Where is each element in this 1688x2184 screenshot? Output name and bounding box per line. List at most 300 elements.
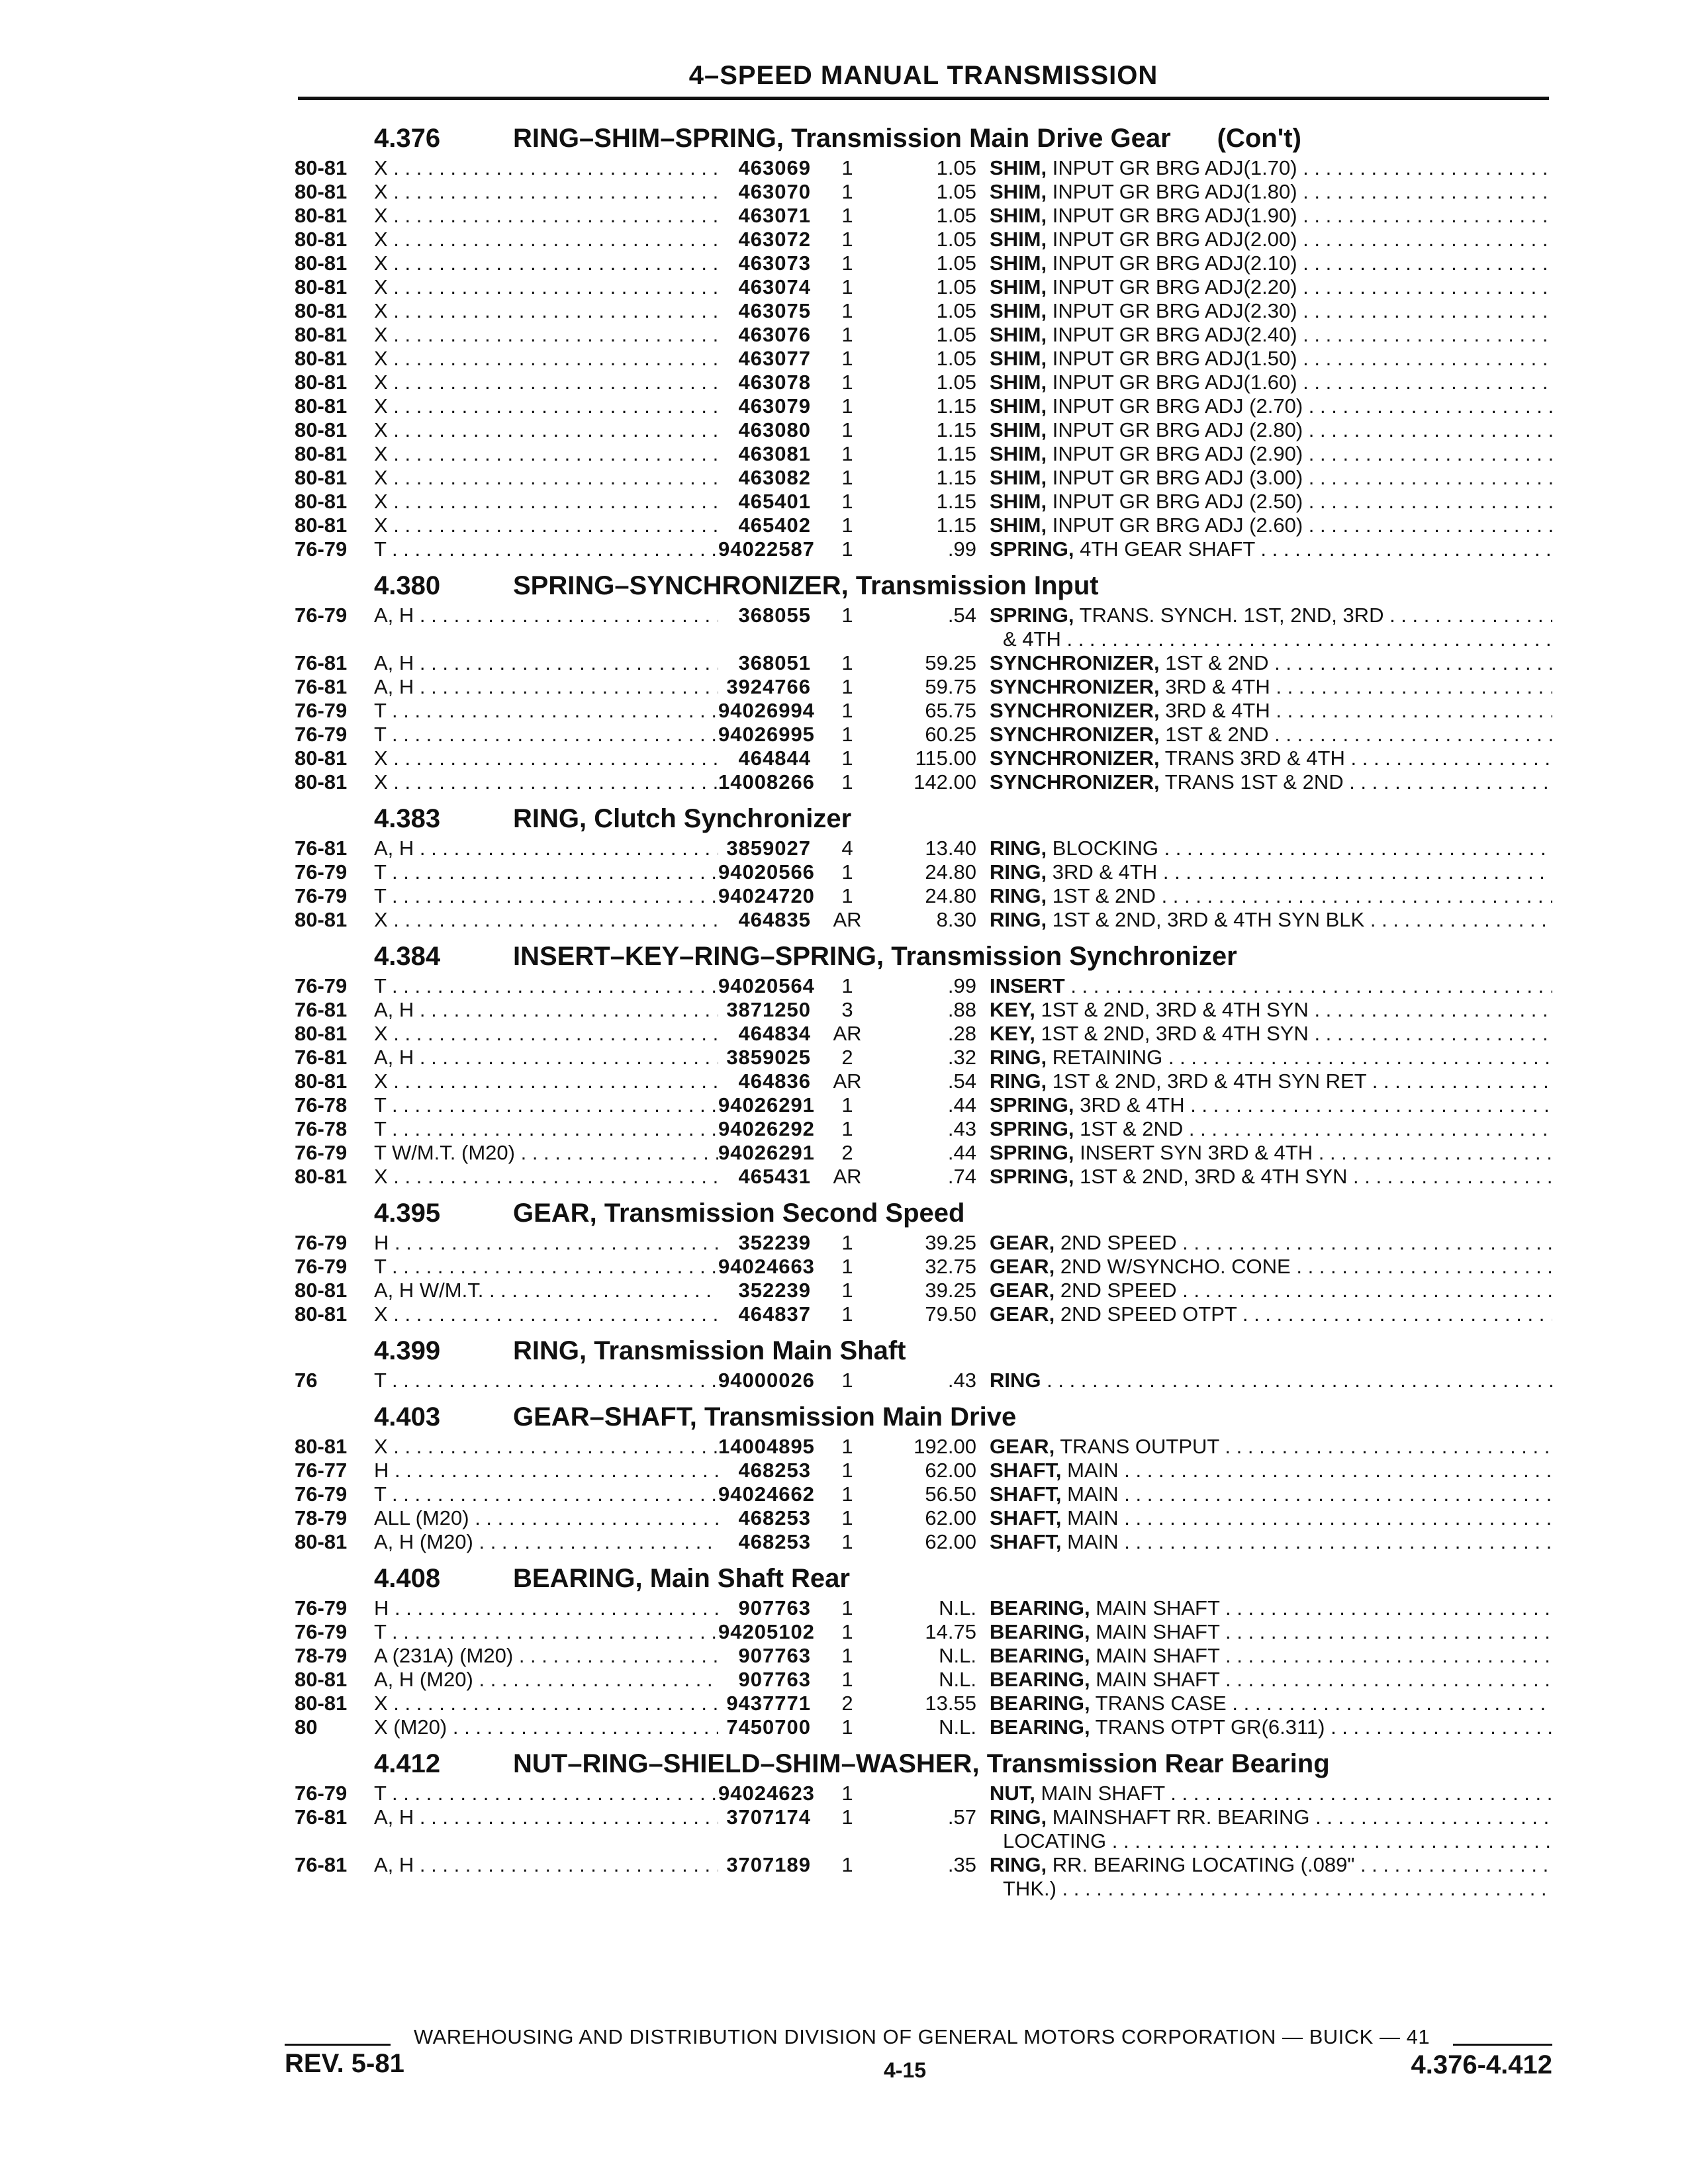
part-row: [295, 1279, 1552, 1302]
description-detail: INPUT GR BRG ADJ (2.80): [1052, 418, 1303, 441]
description-term: SHAFT,: [990, 1506, 1062, 1529]
application: X . . .: [374, 275, 718, 299]
price: 39.25: [925, 1279, 976, 1302]
description: [990, 371, 1552, 394]
description: [990, 275, 1552, 299]
quantity: 1: [841, 1782, 853, 1805]
part-number: 94020566: [718, 860, 815, 884]
description-line: [990, 1093, 1552, 1117]
price: 1.05: [936, 251, 976, 275]
footer-rule-right: [1453, 2044, 1552, 2046]
price: 62.00: [925, 1459, 976, 1482]
part-row: [295, 156, 1552, 180]
price: .43: [947, 1369, 976, 1392]
part-number: 465402: [738, 514, 811, 537]
description: [990, 604, 1552, 651]
application: X . . .: [374, 466, 718, 490]
quantity: AR: [833, 1165, 862, 1188]
application: A, H . . .: [374, 675, 718, 699]
part-number: 465401: [738, 490, 811, 513]
model-years: 76-81: [295, 1853, 348, 1876]
price: 1.05: [936, 180, 976, 203]
description-detail: MAIN SHAFT: [1096, 1596, 1220, 1619]
application: X . . .: [374, 418, 718, 442]
description-term: SPRING,: [990, 1093, 1074, 1116]
section-name-term: BEARING,: [513, 1564, 643, 1593]
quantity: 1: [841, 394, 853, 418]
description-detail: INPUT GR BRG ADJ (3.00): [1052, 466, 1303, 489]
description: [990, 180, 1552, 204]
part-row: [295, 1093, 1552, 1117]
description-detail: 1ST & 2ND: [1052, 884, 1156, 907]
description-term: SYNCHRONIZER,: [990, 747, 1160, 770]
model-years: 80-81: [295, 228, 348, 251]
description-detail: 1ST & 2ND, 3RD & 4TH SYN: [1041, 998, 1309, 1021]
description-term: BEARING,: [990, 1715, 1090, 1739]
catalog-section: [295, 797, 1552, 932]
part-row: [295, 1231, 1552, 1255]
description: [990, 1279, 1552, 1302]
model-years: 80-81: [295, 1279, 348, 1302]
part-row: [295, 228, 1552, 251]
price: 62.00: [925, 1506, 976, 1529]
part-row: [295, 747, 1552, 770]
application: X . . .: [374, 394, 718, 418]
description-term: KEY,: [990, 1022, 1035, 1045]
price: 142.00: [914, 770, 976, 794]
description-term: SHIM,: [990, 490, 1047, 513]
model-years: 76-79: [295, 604, 348, 627]
description-detail: MAIN SHAFT: [1041, 1782, 1165, 1805]
part-row: [295, 490, 1552, 514]
price: .43: [947, 1117, 976, 1140]
application: X . . .: [374, 490, 718, 514]
part-row: [295, 251, 1552, 275]
part-number: 463071: [738, 204, 811, 227]
price: N.L.: [939, 1644, 976, 1667]
description-detail: 1ST & 2ND: [1165, 651, 1269, 674]
description: [990, 1093, 1552, 1117]
part-number: 463072: [738, 228, 811, 251]
section-name-term: INSERT–KEY–RING–SPRING,: [513, 942, 884, 971]
application: T W/M.T. (M20) . . .: [374, 1141, 718, 1165]
section-name-term: SPRING–SYNCHRONIZER,: [513, 571, 849, 600]
description-line: [990, 1596, 1552, 1620]
description-term: SPRING,: [990, 1141, 1074, 1164]
description-term: BEARING,: [990, 1596, 1090, 1619]
section-name-sub: Main Shaft Rear: [649, 1564, 850, 1593]
section-name: [513, 942, 1237, 972]
description-line: [990, 884, 1552, 908]
price: .57: [947, 1805, 976, 1829]
price: .99: [947, 974, 976, 997]
section-number: 4.380: [374, 571, 441, 600]
part-number: 463081: [738, 442, 811, 465]
description: [990, 1459, 1552, 1482]
catalog-section: [295, 564, 1552, 794]
description-line: [990, 908, 1552, 932]
description-term: BEARING,: [990, 1668, 1090, 1691]
description-detail: INPUT GR BRG ADJ(2.00): [1052, 228, 1297, 251]
application: T . . .: [374, 1782, 718, 1805]
part-row: [295, 860, 1552, 884]
price: 60.25: [925, 723, 976, 746]
description-detail: 2ND SPEED: [1060, 1279, 1177, 1302]
section-name: [513, 1564, 850, 1594]
description: [990, 1805, 1552, 1853]
description-line: [990, 1069, 1552, 1093]
description-detail: MAIN SHAFT: [1096, 1668, 1220, 1691]
section-name-sub: Transmission Synchronizer: [891, 942, 1237, 971]
section-range: 4.376-4.412: [1411, 2050, 1552, 2079]
catalog-section: [295, 934, 1552, 1189]
part-number: 463075: [738, 299, 811, 322]
part-row: [295, 180, 1552, 204]
model-years: 76-79: [295, 1141, 348, 1164]
price: N.L.: [939, 1596, 976, 1619]
description: [990, 1644, 1552, 1668]
price: .54: [947, 604, 976, 627]
section-number: 4.403: [374, 1402, 441, 1432]
part-number: 3871250: [726, 998, 811, 1021]
price: 1.05: [936, 156, 976, 179]
application: X . . .: [374, 1302, 718, 1326]
description: [990, 1668, 1552, 1692]
description: [990, 251, 1552, 275]
description: [990, 1435, 1552, 1459]
description: [990, 974, 1552, 998]
description: [990, 299, 1552, 323]
application: A, H . . .: [374, 651, 718, 675]
description-line: [990, 723, 1552, 747]
part-row: [295, 275, 1552, 299]
part-row: [295, 347, 1552, 371]
description: [990, 908, 1552, 932]
part-row: [295, 1668, 1552, 1692]
quantity: 1: [841, 275, 853, 298]
part-number: 94026292: [718, 1117, 815, 1140]
description-line: [990, 837, 1552, 860]
application: X . . .: [374, 323, 718, 347]
description-term: SHIM,: [990, 251, 1047, 275]
application: ALL (M20) . . .: [374, 1506, 718, 1530]
quantity: 1: [841, 1620, 853, 1643]
model-years: 76-78: [295, 1093, 348, 1116]
application: X . . .: [374, 371, 718, 394]
part-row: [295, 204, 1552, 228]
model-years: 80-81: [295, 1302, 348, 1326]
quantity: 1: [841, 299, 853, 322]
description-term: SHAFT,: [990, 1530, 1062, 1553]
part-number: 3707189: [726, 1853, 811, 1876]
description-term: NUT,: [990, 1782, 1035, 1805]
price: 1.15: [936, 514, 976, 537]
model-years: 80-81: [295, 347, 348, 370]
application: H . . .: [374, 1596, 718, 1620]
description: [990, 1022, 1552, 1046]
price: 1.15: [936, 466, 976, 489]
description-line: [990, 466, 1552, 490]
part-row: [295, 1482, 1552, 1506]
description-term: SHIM,: [990, 299, 1047, 322]
price: N.L.: [939, 1715, 976, 1739]
description-term: GEAR,: [990, 1231, 1055, 1254]
part-number: 94024662: [718, 1482, 815, 1506]
model-years: 76-79: [295, 699, 348, 722]
description-term: SPRING,: [990, 537, 1074, 561]
application: T . . .: [374, 1117, 718, 1141]
quantity: 1: [841, 1805, 853, 1829]
part-row: [295, 1117, 1552, 1141]
description-term: SHIM,: [990, 347, 1047, 370]
section-number: 4.395: [374, 1199, 441, 1228]
description-detail: TRANS OUTPUT: [1060, 1435, 1219, 1458]
quantity: 1: [841, 418, 853, 441]
quantity: 1: [841, 1435, 853, 1458]
description-term: SHIM,: [990, 180, 1047, 203]
description: [990, 1782, 1552, 1805]
part-row: [295, 442, 1552, 466]
model-years: 80-81: [295, 1435, 348, 1458]
quantity: 1: [841, 1596, 853, 1619]
model-years: 78-79: [295, 1506, 348, 1529]
description-line: [990, 747, 1552, 770]
part-number: 463082: [738, 466, 811, 489]
section-number: 4.399: [374, 1336, 441, 1365]
section-title: [295, 116, 1552, 156]
part-number: 464844: [738, 747, 811, 770]
description-line: [990, 394, 1552, 418]
description-detail: INPUT GR BRG ADJ (2.90): [1052, 442, 1303, 465]
description-detail: INPUT GR BRG ADJ (2.70): [1052, 394, 1303, 418]
description-term: BEARING,: [990, 1620, 1090, 1643]
quantity: 1: [841, 1506, 853, 1529]
quantity: 1: [841, 1093, 853, 1116]
part-number: 468253: [738, 1459, 811, 1482]
description: [990, 204, 1552, 228]
description: [990, 1046, 1552, 1069]
description-detail: INPUT GR BRG ADJ(2.20): [1052, 275, 1297, 298]
part-number: 94020564: [718, 974, 815, 997]
description-detail: MAIN: [1067, 1506, 1119, 1529]
quantity: 1: [841, 1369, 853, 1392]
description-term: GEAR,: [990, 1279, 1055, 1302]
price: 1.05: [936, 228, 976, 251]
description-term: SHAFT,: [990, 1482, 1062, 1506]
description: [990, 156, 1552, 180]
section-number: 4.408: [374, 1564, 441, 1593]
part-number: 94024623: [718, 1782, 815, 1805]
quantity: 1: [841, 1279, 853, 1302]
description-term: SHIM,: [990, 466, 1047, 489]
price: 1.05: [936, 204, 976, 227]
section-name: [513, 571, 1099, 601]
description-line: [990, 651, 1552, 675]
application: A, H . . .: [374, 998, 718, 1022]
application: X . . .: [374, 228, 718, 251]
description-line: [990, 1668, 1552, 1692]
model-years: 80-81: [295, 299, 348, 322]
price: 1.15: [936, 418, 976, 441]
application: X . . .: [374, 347, 718, 371]
part-row: [295, 908, 1552, 932]
quantity: 1: [841, 651, 853, 674]
description-line: [990, 1805, 1552, 1829]
model-years: 80: [295, 1715, 318, 1739]
quantity: 1: [841, 156, 853, 179]
quantity: 1: [841, 747, 853, 770]
description-detail: INPUT GR BRG ADJ (2.50): [1052, 490, 1303, 513]
description: [990, 490, 1552, 514]
quantity: 1: [841, 1715, 853, 1739]
quantity: 1: [841, 675, 853, 698]
description-line: [990, 1369, 1552, 1392]
description: [990, 1620, 1552, 1644]
description-term: SPRING,: [990, 1117, 1074, 1140]
price: 32.75: [925, 1255, 976, 1278]
part-number: 14008266: [718, 770, 815, 794]
quantity: 1: [841, 604, 853, 627]
description-term: SHIM,: [990, 514, 1047, 537]
quantity: 1: [841, 490, 853, 513]
description: [990, 837, 1552, 860]
description-detail: 1ST & 2ND, 3RD & 4TH SYN: [1041, 1022, 1309, 1045]
description-detail: 2ND SPEED OTPT: [1060, 1302, 1237, 1326]
section-name-sub: Transmission Second Speed: [604, 1199, 965, 1228]
section-title: [295, 1329, 1552, 1369]
section-title: [295, 1557, 1552, 1596]
application: X . . .: [374, 442, 718, 466]
section-name-sub: Transmission Main Drive Gear: [791, 124, 1171, 153]
part-row: [295, 1165, 1552, 1189]
description-detail: INPUT GR BRG ADJ(1.60): [1052, 371, 1297, 394]
section-number: 4.384: [374, 942, 441, 971]
section-title: [295, 934, 1552, 974]
description-line: [990, 156, 1552, 180]
price: 59.75: [925, 675, 976, 698]
quantity: AR: [833, 908, 862, 931]
section-name-term: RING,: [513, 1336, 587, 1365]
section-name-sub: Transmission Main Drive: [704, 1402, 1017, 1432]
part-row: [295, 1046, 1552, 1069]
quantity: AR: [833, 1069, 862, 1093]
section-name-term: RING,: [513, 804, 587, 833]
part-number: 907763: [738, 1644, 811, 1667]
description-term: SHIM,: [990, 204, 1047, 227]
part-row: [295, 514, 1552, 537]
description-line: [990, 1435, 1552, 1459]
application: T . . .: [374, 974, 718, 998]
model-years: 80-81: [295, 371, 348, 394]
footer-division: WAREHOUSING AND DISTRIBUTION DIVISION OF GENERAL MOTORS CORPORATION — BUICK — 41: [414, 2025, 1430, 2048]
quantity: 4: [841, 837, 853, 860]
section-name-sub: Transmission Rear Bearing: [986, 1749, 1330, 1778]
section-title: [295, 1742, 1552, 1782]
model-years: 76-79: [295, 1620, 348, 1643]
quantity: 1: [841, 1459, 853, 1482]
section-title: [295, 797, 1552, 837]
description-detail: INPUT GR BRG ADJ(1.50): [1052, 347, 1297, 370]
part-number: 94000026: [718, 1369, 815, 1392]
part-number: 94024720: [718, 884, 815, 907]
description: [990, 1255, 1552, 1279]
description-term: GEAR,: [990, 1435, 1055, 1458]
part-row: [295, 1692, 1552, 1715]
model-years: 76-81: [295, 1805, 348, 1829]
description: [990, 1596, 1552, 1620]
part-number: 3859025: [726, 1046, 811, 1069]
part-number: 94026291: [718, 1093, 815, 1116]
description-term: SHIM,: [990, 442, 1047, 465]
description-term: SPRING,: [990, 604, 1074, 627]
part-row: [295, 299, 1552, 323]
part-row: [295, 723, 1552, 747]
description-line: [990, 675, 1552, 699]
catalog-section: [295, 1395, 1552, 1554]
section-name: [513, 804, 851, 834]
section-name-sub: Transmission Input: [855, 571, 1099, 600]
description-line: [990, 299, 1552, 323]
model-years: 78-79: [295, 1644, 348, 1667]
model-years: 76-79: [295, 1482, 348, 1506]
model-years: 76-79: [295, 974, 348, 997]
description-term: RING,: [990, 1069, 1047, 1093]
quantity: 1: [841, 770, 853, 794]
model-years: 76-79: [295, 723, 348, 746]
description-line: [990, 323, 1552, 347]
description-detail: 3RD & 4TH: [1165, 675, 1270, 698]
description-line: [990, 1165, 1552, 1189]
part-number: 3859027: [726, 837, 811, 860]
part-row: [295, 323, 1552, 347]
price: 56.50: [925, 1482, 976, 1506]
description-line: [990, 1255, 1552, 1279]
description-term: SHIM,: [990, 371, 1047, 394]
description-term: SYNCHRONIZER,: [990, 675, 1160, 698]
application: T . . .: [374, 1620, 718, 1644]
section-name: [513, 1336, 906, 1366]
model-years: 76-79: [295, 860, 348, 884]
model-years: 80-81: [295, 490, 348, 513]
part-number: 463069: [738, 156, 811, 179]
application: A, H (M20) . . .: [374, 1668, 718, 1692]
price: 13.55: [925, 1692, 976, 1715]
description-term: RING,: [990, 860, 1047, 884]
description-detail: TRANS CASE: [1095, 1692, 1227, 1715]
application: H . . .: [374, 1459, 718, 1482]
description: [990, 1302, 1552, 1326]
description: [990, 1165, 1552, 1189]
description-detail: MAIN: [1067, 1482, 1119, 1506]
description-term: RING,: [990, 1853, 1047, 1876]
part-number: 463077: [738, 347, 811, 370]
application: X . . .: [374, 1165, 718, 1189]
application: A, H . . .: [374, 604, 718, 627]
quantity: 1: [841, 323, 853, 346]
model-years: 80-81: [295, 204, 348, 227]
model-years: 76-81: [295, 1046, 348, 1069]
description-term: SYNCHRONIZER,: [990, 651, 1160, 674]
description-term: GEAR,: [990, 1302, 1055, 1326]
price: 1.05: [936, 299, 976, 322]
application: X . . .: [374, 1022, 718, 1046]
description-detail: 1ST & 2ND, 3RD & 4TH SYN: [1080, 1165, 1348, 1188]
description-detail: RR. BEARING LOCATING (.089": [1052, 1853, 1355, 1876]
part-number: 463076: [738, 323, 811, 346]
description: [990, 1692, 1552, 1715]
application: X . . .: [374, 747, 718, 770]
description: [990, 747, 1552, 770]
